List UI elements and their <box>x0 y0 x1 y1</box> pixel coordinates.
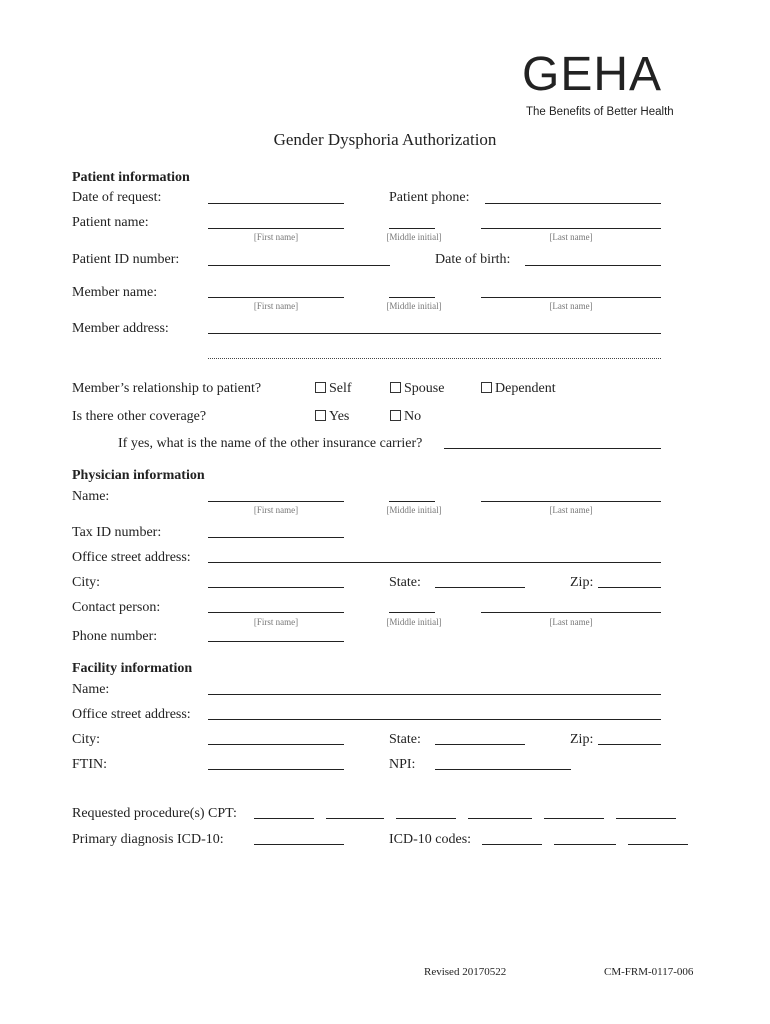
yes-option-label: Yes <box>329 409 350 424</box>
member-address-line2-field[interactable] <box>208 358 661 359</box>
patient-name-label: Patient name: <box>72 215 149 230</box>
middle-initial-hint: [Middle initial] <box>386 505 442 515</box>
tagline: The Benefits of Better Health <box>526 106 674 118</box>
revised-date: Revised 20170522 <box>424 966 507 978</box>
tax-id-field[interactable] <box>208 537 344 538</box>
date-of-request-label: Date of request: <box>72 190 162 205</box>
first-name-hint: [First name] <box>253 505 299 515</box>
no-option-label: No <box>404 409 422 424</box>
physician-heading: Physician information <box>72 468 205 483</box>
icd-code-3-field[interactable] <box>628 844 688 845</box>
cpt-code-3-field[interactable] <box>396 818 456 819</box>
middle-initial-hint: [Middle initial] <box>386 232 442 242</box>
member-name-label: Member name: <box>72 285 158 300</box>
no-checkbox[interactable] <box>390 410 401 421</box>
physician-first-name-field[interactable] <box>208 501 344 502</box>
ftin-field[interactable] <box>208 769 344 770</box>
spouse-option-label: Spouse <box>404 381 445 396</box>
facility-state-label: State: <box>389 732 421 747</box>
icd-primary-field[interactable] <box>254 844 344 845</box>
dependent-checkbox[interactable] <box>481 382 492 393</box>
physician-middle-initial-field[interactable] <box>389 501 435 502</box>
contact-last-name-field[interactable] <box>481 612 661 613</box>
first-name-hint: [First name] <box>253 617 299 627</box>
other-carrier-label: If yes, what is the name of the other insurance carrier? <box>118 436 423 451</box>
first-name-hint: [First name] <box>253 232 299 242</box>
physician-name-label: Name: <box>72 489 110 504</box>
last-name-hint: [Last name] <box>549 301 593 311</box>
first-name-hint: [First name] <box>253 301 299 311</box>
physician-office-address-label: Office street address: <box>72 550 191 565</box>
facility-name-label: Name: <box>72 682 110 697</box>
middle-initial-hint: [Middle initial] <box>386 617 442 627</box>
patient-last-name-field[interactable] <box>481 228 661 229</box>
self-option-label: Self <box>329 381 352 396</box>
patient-phone-label: Patient phone: <box>389 190 470 205</box>
middle-initial-hint: [Middle initial] <box>386 301 442 311</box>
yes-checkbox[interactable] <box>315 410 326 421</box>
npi-label: NPI: <box>389 757 416 772</box>
facility-office-address-field[interactable] <box>208 719 661 720</box>
member-address-label: Member address: <box>72 321 169 336</box>
logo-text: GEHA <box>522 48 663 98</box>
facility-city-label: City: <box>72 732 101 747</box>
last-name-hint: [Last name] <box>549 617 593 627</box>
facility-zip-field[interactable] <box>598 744 661 745</box>
cpt-label: Requested procedure(s) CPT: <box>72 806 237 821</box>
cpt-code-4-field[interactable] <box>468 818 532 819</box>
icd-primary-label: Primary diagnosis ICD-10: <box>72 832 224 847</box>
patient-id-label: Patient ID number: <box>72 252 180 267</box>
member-first-name-field[interactable] <box>208 297 344 298</box>
patient-middle-initial-field[interactable] <box>389 228 435 229</box>
contact-middle-initial-field[interactable] <box>389 612 435 613</box>
physician-phone-field[interactable] <box>208 641 344 642</box>
self-checkbox[interactable] <box>315 382 326 393</box>
contact-first-name-field[interactable] <box>208 612 344 613</box>
physician-city-field[interactable] <box>208 587 344 588</box>
tax-id-label: Tax ID number: <box>72 525 162 540</box>
physician-city-label: City: <box>72 575 101 590</box>
date-of-birth-field[interactable] <box>525 265 661 266</box>
dependent-option-label: Dependent <box>495 381 556 396</box>
form-id: CM-FRM-0117-006 <box>604 966 694 978</box>
other-coverage-label: Is there other coverage? <box>72 409 207 424</box>
other-carrier-field[interactable] <box>444 448 661 449</box>
physician-zip-label: Zip: <box>570 575 594 590</box>
physician-state-field[interactable] <box>435 587 525 588</box>
patient-heading: Patient information <box>72 170 190 185</box>
facility-office-address-label: Office street address: <box>72 707 191 722</box>
icd-codes-label: ICD-10 codes: <box>389 832 472 847</box>
physician-zip-field[interactable] <box>598 587 661 588</box>
date-of-request-field[interactable] <box>208 203 344 204</box>
spouse-checkbox[interactable] <box>390 382 401 393</box>
cpt-code-5-field[interactable] <box>544 818 604 819</box>
physician-last-name-field[interactable] <box>481 501 661 502</box>
member-address-line1-field[interactable] <box>208 333 661 334</box>
facility-state-field[interactable] <box>435 744 525 745</box>
patient-id-field[interactable] <box>208 265 390 266</box>
member-last-name-field[interactable] <box>481 297 661 298</box>
ftin-label: FTIN: <box>72 757 107 772</box>
physician-phone-label: Phone number: <box>72 629 158 644</box>
last-name-hint: [Last name] <box>549 505 593 515</box>
physician-state-label: State: <box>389 575 421 590</box>
facility-city-field[interactable] <box>208 744 344 745</box>
patient-phone-field[interactable] <box>485 203 661 204</box>
physician-office-address-field[interactable] <box>208 562 661 563</box>
cpt-code-6-field[interactable] <box>616 818 676 819</box>
last-name-hint: [Last name] <box>549 232 593 242</box>
member-middle-initial-field[interactable] <box>389 297 435 298</box>
facility-zip-label: Zip: <box>570 732 594 747</box>
cpt-code-1-field[interactable] <box>254 818 314 819</box>
icd-code-1-field[interactable] <box>482 844 542 845</box>
facility-heading: Facility information <box>72 661 193 676</box>
icd-code-2-field[interactable] <box>554 844 616 845</box>
patient-first-name-field[interactable] <box>208 228 344 229</box>
relationship-label: Member’s relationship to patient? <box>72 381 262 396</box>
npi-field[interactable] <box>435 769 571 770</box>
page-title: Gender Dysphoria Authorization <box>273 130 497 149</box>
date-of-birth-label: Date of birth: <box>435 252 511 267</box>
cpt-code-2-field[interactable] <box>326 818 384 819</box>
facility-name-field[interactable] <box>208 694 661 695</box>
contact-person-label: Contact person: <box>72 600 161 615</box>
geha-logo <box>522 48 692 98</box>
